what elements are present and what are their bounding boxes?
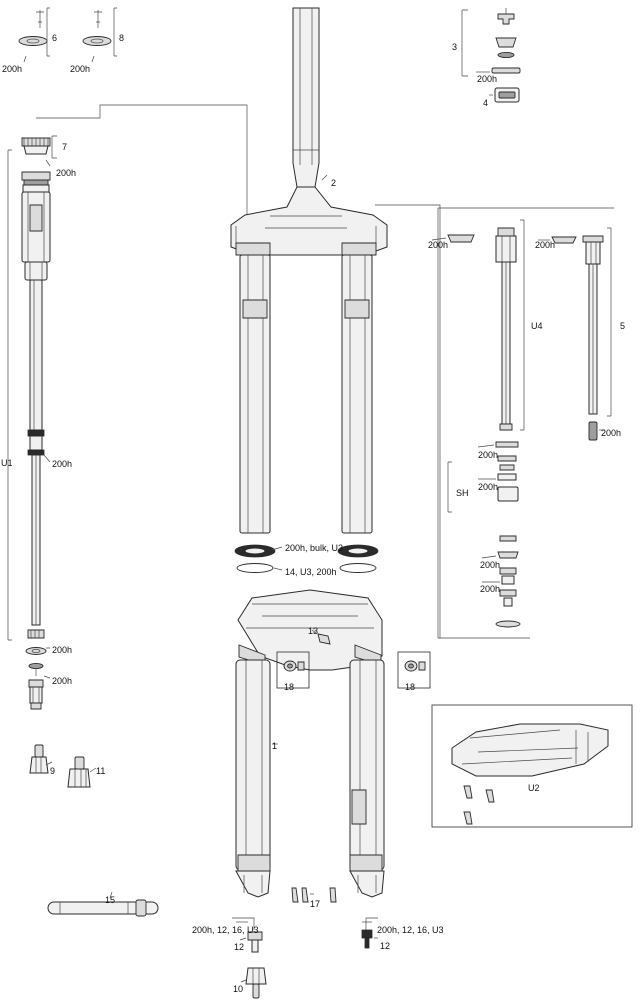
label-200h-u1: 200h [52, 459, 73, 469]
label-200h-5b: 200h [601, 428, 622, 438]
label-12-right: 12 [380, 941, 391, 951]
label-u4: U4 [531, 321, 543, 331]
label-4: 4 [483, 98, 489, 108]
label-bolt-right: 200h, 12, 16, U3 [377, 925, 444, 935]
part-6-group [19, 8, 50, 56]
part-7-group [22, 136, 57, 166]
label-13: 13 [308, 626, 319, 636]
label-9: 9 [50, 766, 56, 776]
part-8-group [83, 8, 117, 56]
lower-leg-assembly-part-1 [236, 590, 384, 897]
label-200h-7: 200h [56, 168, 77, 178]
u1-lower-parts [26, 630, 50, 709]
part-15-axle [48, 892, 158, 916]
label-200h-5: 200h [535, 240, 556, 250]
label-12-left: 12 [234, 942, 245, 952]
part-3-group [462, 8, 520, 76]
label-14-u3-200h: 14, U3, 200h [285, 567, 337, 577]
label-200h-6: 200h [2, 64, 23, 74]
label-2: 2 [331, 178, 337, 188]
label-200h-u4: 200h [428, 240, 449, 250]
part-11-group [68, 757, 96, 787]
shock-sh-group [438, 208, 530, 638]
label-bolt-left: 200h, 12, 16, U3 [192, 925, 259, 935]
label-200h-sd1: 200h [480, 560, 501, 570]
label-6: 6 [52, 33, 58, 43]
part-4-group [489, 88, 519, 102]
label-u1: U1 [1, 458, 13, 468]
label-200h-9b: 200h [52, 676, 73, 686]
label-17: 17 [310, 899, 321, 909]
label-200h-9a: 200h [52, 645, 73, 655]
crown-assembly [231, 187, 387, 255]
part-9-group [30, 745, 52, 773]
label-u2: U2 [528, 783, 540, 793]
label-11: 11 [96, 766, 106, 776]
label-bulk-u3: 200h, bulk, U3 [285, 543, 344, 553]
label-7: 7 [62, 142, 68, 152]
label-15: 15 [105, 895, 116, 905]
label-8: 8 [119, 33, 125, 43]
part-10-group [241, 968, 266, 998]
label-10: 10 [233, 984, 244, 994]
label-5: 5 [620, 321, 626, 331]
label-200h-sd2: 200h [480, 584, 501, 594]
u2-fender-box [432, 705, 632, 827]
steerer-tube-part-2 [293, 8, 327, 187]
label-200h-sh1: 200h [478, 450, 499, 460]
stanchion-tubes [240, 255, 372, 533]
label-sh: SH [456, 488, 469, 498]
label-18-right: 18 [405, 682, 416, 692]
label-200h-sh2: 200h [478, 482, 499, 492]
part-12-right [362, 918, 378, 948]
label-1: 1 [272, 741, 278, 751]
label-200h-8: 200h [70, 64, 91, 74]
part-5-group [538, 228, 611, 440]
u1-upper-assembly [8, 150, 50, 640]
label-200h-3: 200h [477, 74, 498, 84]
label-18-left: 18 [284, 682, 295, 692]
label-3: 3 [452, 42, 458, 52]
